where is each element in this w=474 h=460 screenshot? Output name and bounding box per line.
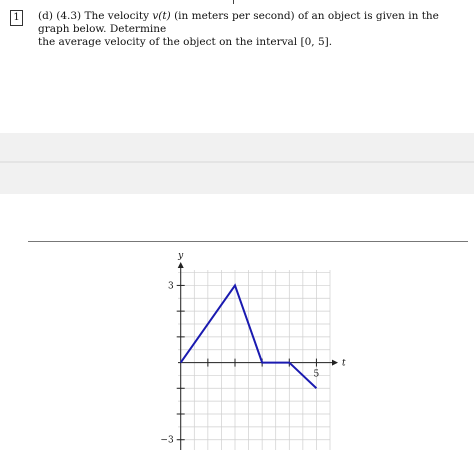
chart-grid bbox=[178, 270, 330, 450]
problem-statement bbox=[38, 10, 468, 49]
problem-number-box: 1 bbox=[10, 10, 23, 26]
answer-area-row-1[interactable] bbox=[0, 133, 474, 161]
y-tick-label: −3 bbox=[160, 435, 174, 446]
x-tick-label: 5 bbox=[313, 369, 320, 380]
problem-line2: the average velocity of the object on the interval [0, 5]. bbox=[38, 36, 333, 48]
answer-area-row-2[interactable] bbox=[0, 163, 474, 194]
velocity-graph bbox=[0, 250, 474, 460]
chart-labels bbox=[160, 251, 346, 446]
x-axis-title: t bbox=[342, 358, 346, 369]
top-tick-mark bbox=[233, 0, 234, 4]
problem-label: (d) (4.3) The velocity bbox=[38, 10, 150, 22]
chart-axes bbox=[178, 262, 338, 450]
y-tick-label: 3 bbox=[167, 281, 174, 292]
section-divider bbox=[28, 241, 468, 242]
y-axis-title: y bbox=[178, 251, 184, 261]
problem-rest-line1: (in meters per second) of an object is given in the graph below. Determine bbox=[38, 10, 439, 35]
x-axis-arrow bbox=[332, 360, 338, 366]
y-axis-arrow bbox=[178, 262, 184, 268]
velocity-function: v(t) bbox=[152, 10, 171, 22]
